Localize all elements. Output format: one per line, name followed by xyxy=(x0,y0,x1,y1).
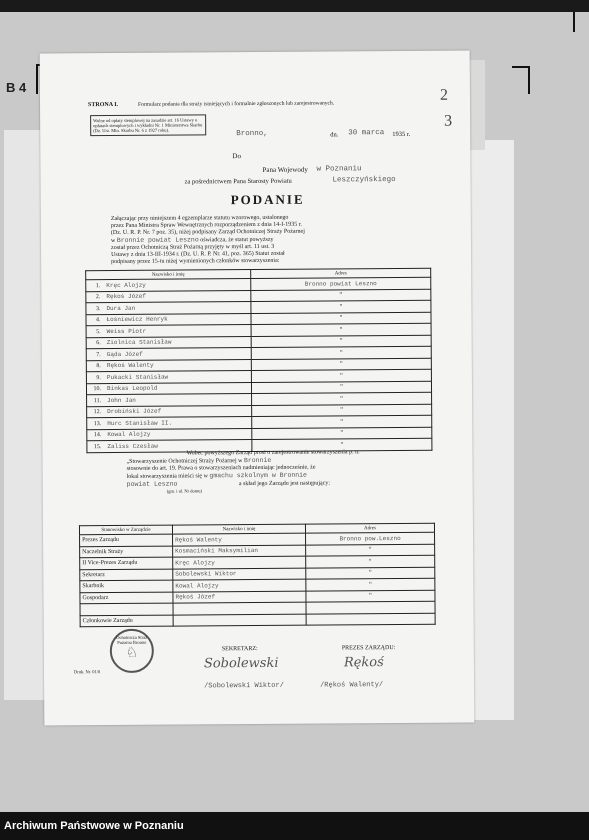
member-number: 14. xyxy=(93,432,102,439)
board-position xyxy=(80,603,173,615)
member-address: " xyxy=(252,415,432,428)
request-line-5-suffix: a skład jego Zarządu jest następujący: xyxy=(238,480,331,488)
board-member-name: Kowal Alojzy xyxy=(173,579,306,591)
member-name: Hurc Stanisław II. xyxy=(107,419,173,427)
member-name: Gąda Józef xyxy=(106,350,143,358)
corner-mark-top xyxy=(573,12,575,32)
board-position: Naczelnik Straży xyxy=(80,546,173,558)
member-number: 12. xyxy=(93,409,102,416)
request-line-1: Wobec powyższego Zarząd prosi o zarejestrowanie stowarzyszenia p. n. xyxy=(186,449,360,457)
member-number: 8. xyxy=(96,363,101,370)
board-member-address: " xyxy=(306,578,435,590)
member-number: 15. xyxy=(93,443,102,450)
address-starosta: za pośrednictwem Pana Starosty Powiatu xyxy=(184,177,292,186)
seal-text: Ochotnicza Straż Pożarna Bronno xyxy=(116,634,148,645)
board-member-name: Rękoś Walenty xyxy=(173,533,306,545)
board-label: B 4 xyxy=(6,80,27,95)
body-line-6: Ustawy z dnia 13-III-1934 r. (Dz. U. R. P. Nr. 41, poz. 365) Statut został xyxy=(111,250,285,259)
request-line-2-value: Bronnie xyxy=(243,456,272,465)
president-typed-name: /Rękoś Walenty/ xyxy=(320,681,384,690)
president-label: PREZES ZARZĄDU: xyxy=(341,645,396,652)
member-address: " xyxy=(251,312,431,325)
secretary-signature: Sobolewski xyxy=(203,655,279,672)
seal-emblem-icon: ♘ xyxy=(125,645,139,661)
member-address: " xyxy=(251,323,431,336)
member-number: 5. xyxy=(96,328,101,335)
pencil-mark-2: 3 xyxy=(444,112,453,130)
board-position: Członkowie Zarządu xyxy=(80,615,173,627)
board-col-name: Nazwisko i imię xyxy=(172,524,305,534)
stamp-exemption-note: Wolne od opłaty stemplowej na zasadzie art. 16 Ustawy o opłatach stemplowych i wykładni Nr. 1 Ministerstwa Skarbu (Dz. Urz. Min. Skarbu Nr. 6 z 1927 roku). xyxy=(90,114,206,136)
request-paragraph xyxy=(126,449,446,494)
board-member-address: " xyxy=(306,544,435,556)
member-name: Zaliss Czesław xyxy=(107,442,158,450)
member-name: Kręc Alojzy xyxy=(106,281,146,289)
corner-mark-right xyxy=(528,66,530,94)
member-number: 9. xyxy=(96,374,101,381)
members-col-address: Adres xyxy=(251,268,431,278)
board-member-name: Rękoś Józef xyxy=(173,591,306,603)
body-line-1: Załączając przy niniejszem 4 egzemplarze statutu wzorowego, ustalonego xyxy=(110,214,289,223)
member-address: " xyxy=(252,438,432,451)
member-number: 3. xyxy=(95,305,101,312)
board-member-address: " xyxy=(306,590,435,602)
member-number: 13. xyxy=(93,420,102,427)
board-member-name: Sobolewski Wiktor xyxy=(173,568,306,580)
date-year: 1935 r. xyxy=(392,130,411,139)
board-position: Sekretarz xyxy=(80,569,173,581)
board-position: Skarbnik xyxy=(80,580,173,592)
corner-mark-right-h xyxy=(512,66,530,68)
member-address: " xyxy=(252,427,432,440)
page-side-label: STRONA I. xyxy=(88,101,119,109)
member-address: " xyxy=(252,392,432,405)
member-number: 2. xyxy=(95,294,101,301)
document-page xyxy=(40,51,475,726)
address-starosta-value: Leszczyńskiego xyxy=(332,176,396,185)
member-address: " xyxy=(251,300,431,313)
member-number: 7. xyxy=(96,351,101,358)
board-member-address: " xyxy=(306,555,435,567)
pencil-mark-1: 2 xyxy=(439,86,449,104)
request-line-2-prefix: „Stowarzyszenie Ochotniczej Straży Pożarnej w xyxy=(126,458,243,465)
request-line-5-value: powiat Leszno xyxy=(126,480,178,488)
member-address: " xyxy=(251,289,431,302)
corner-mark-left xyxy=(36,64,38,94)
archive-name: Archiwum Państwowe w Poznaniu xyxy=(4,820,184,832)
board-member-address: Bronno pow.Leszno xyxy=(306,532,435,544)
body-line-5: został przez Ochotniczą Straż Pożarną przyjęty w myśl art. 11 ust. 3 xyxy=(110,243,275,252)
body-line-4-suffix: oświadcza, że statut powyższy xyxy=(200,236,274,244)
member-name: Ziolnica Stanisław xyxy=(106,338,172,347)
board-col-position: Stanowisko w Zarządzie xyxy=(79,525,172,535)
board-col-address: Adres xyxy=(305,523,434,533)
secretary-typed-name: /Sobolewski Wiktor/ xyxy=(204,681,284,691)
request-line-4-prefix: lokal stowarzyszenia mieści się w xyxy=(126,473,208,480)
body-line-4-prefix: w xyxy=(110,237,116,245)
member-address: " xyxy=(251,335,431,348)
member-address: " xyxy=(251,358,431,371)
table-row xyxy=(80,613,435,627)
date-dn-label: dn. xyxy=(330,131,339,139)
date-place: Bronno, xyxy=(236,129,268,139)
board-table xyxy=(79,523,436,627)
president-signature: Rękoś xyxy=(343,655,384,671)
member-name: Rękoś Józef xyxy=(106,293,146,301)
board-member-name: Kosmaciński Maksymilian xyxy=(173,545,306,557)
fire-brigade-seal xyxy=(110,629,154,673)
members-table xyxy=(85,268,432,453)
back-page-right xyxy=(470,140,514,720)
date-day-month: 30 marca xyxy=(348,129,385,138)
member-number: 4. xyxy=(96,317,101,324)
member-address: " xyxy=(251,369,431,382)
body-line-2: przez Pana Ministra Spraw Wewnętrznych rozporządzeniem z dnia 14-I-1935 r. xyxy=(110,221,302,230)
print-note: Druk. Nr. 01/8 xyxy=(73,669,101,675)
board-position: Gospodarz xyxy=(80,592,173,604)
member-name: John Jan xyxy=(107,396,136,404)
board-member-name xyxy=(173,602,306,614)
form-title: Formularz podania dla straży istniejących i formalnie zgłoszonych lub zarejestrowanych. xyxy=(137,100,335,108)
address-wojewoda-value: w Poznaniu xyxy=(316,165,362,174)
address-wojewoda: Pana Wojewody xyxy=(262,165,308,174)
board-position: II Vice-Prezes Zarządu xyxy=(80,557,173,569)
member-name: Łośniewicz Henryk xyxy=(106,315,168,324)
member-name: Pukacki Stanisław xyxy=(106,373,169,381)
board-member-address xyxy=(306,601,435,613)
member-number: 6. xyxy=(96,340,101,347)
member-number: 10. xyxy=(93,386,102,393)
member-address: " xyxy=(252,404,432,417)
member-number: 11. xyxy=(93,397,102,404)
member-address: Bronno powiat Leszno xyxy=(251,277,431,290)
film-edge xyxy=(0,0,589,12)
member-address: " xyxy=(251,346,431,359)
member-name: Weiss Piotr xyxy=(106,327,147,335)
body-paragraph xyxy=(111,214,441,266)
member-name: Binkas Leopold xyxy=(106,384,158,393)
member-number: 1. xyxy=(95,282,101,289)
body-line-4-value: Bronnie powiat Leszno xyxy=(116,236,199,244)
member-address: " xyxy=(251,381,431,394)
members-col-name: Nazwisko i imię xyxy=(86,270,251,280)
board-member-address: " xyxy=(306,567,435,579)
document-title: PODANIE xyxy=(230,191,305,208)
board-member-address xyxy=(306,613,435,625)
request-line-3: stosownie do art. 19. Prawa o stowarzyszeniach nadmieniając jednocześnie, że xyxy=(126,464,316,472)
body-line-3: (Dz. U. R. P. Nr. 7 poz. 35), niżej podpisany Zarząd Ochotniczej Straży Pożarnej xyxy=(110,228,305,237)
member-name: Drobiński Józef xyxy=(107,407,162,416)
secretary-label: SEKRETARZ: xyxy=(221,646,258,653)
archive-footer xyxy=(0,812,589,840)
member-name: Rękoś Walenty xyxy=(106,361,154,370)
board-member-name: Kręc Alojzy xyxy=(173,556,306,568)
body-line-7: podpisany przez 15-tu niżej wymienionych członków stowarzyszenia: xyxy=(111,257,280,266)
board-position: Prezes Zarządu xyxy=(80,534,173,546)
request-line-5-hint: (gm. i ul. Nr domu) xyxy=(166,488,202,494)
board-member-name xyxy=(173,614,306,626)
address-do: Do xyxy=(232,152,241,161)
request-line-4-value: gmachu szkolnym w Bronnie xyxy=(209,471,307,480)
member-name: Kowal Alojzy xyxy=(107,430,151,439)
member-name: Dura Jan xyxy=(106,304,136,312)
